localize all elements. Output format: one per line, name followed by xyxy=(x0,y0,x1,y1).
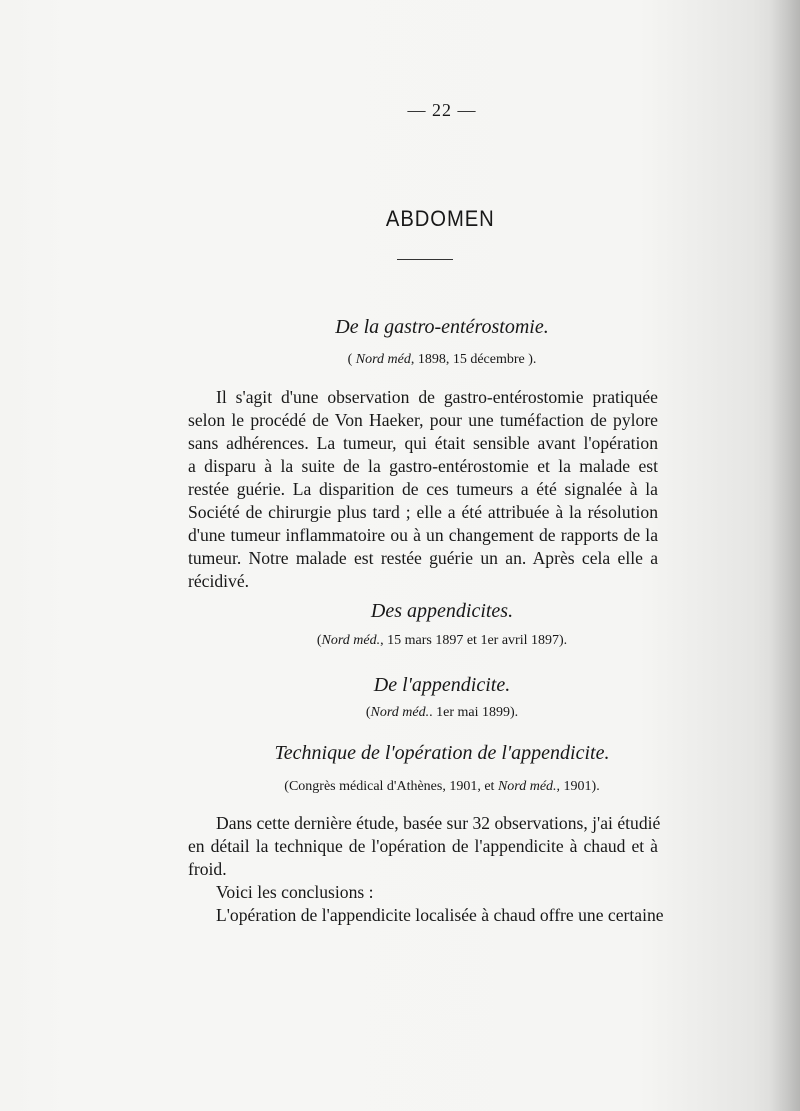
paragraph-line: récidivé. xyxy=(188,571,250,591)
citation-prefix: (Congrès médical d'Athènes, 1901, et xyxy=(284,779,498,794)
citation-journal: Nord méd. xyxy=(497,779,557,794)
paragraph-line: Dans cette dernière étude, basée sur 32 observations, j'ai étudié xyxy=(216,813,661,833)
article-citation-technique xyxy=(0,779,800,795)
paragraph-line: selon le procédé de Von Haeker, pour une tuméfaction de pylore xyxy=(188,410,658,430)
citation-journal: Nord méd. xyxy=(321,633,381,648)
citation-journal: Nord méd xyxy=(355,352,411,367)
paragraph-gastro xyxy=(188,386,658,593)
article-title-technique: Technique de l'opération de l'appendicite. xyxy=(274,742,610,764)
paragraph-line: a disparu à la suite de la gastro-entérostomie et la malade est xyxy=(188,456,658,476)
page-edge-shadow xyxy=(770,0,800,1111)
paragraph-line: tumeur. Notre malade est restée guérie un an. Après cela elle a xyxy=(188,548,658,568)
conclusion-first-line: L'opération de l'appendicite localisée à chaud offre une certaine xyxy=(216,905,664,925)
paragraph-technique xyxy=(188,812,664,927)
citation-details: , 1901). xyxy=(556,779,600,794)
article-citation-appendicites: (Nord méd., 15 mars 1897 et 1er avril 1897). xyxy=(316,633,568,648)
paragraph-line: d'une tumeur inflammatoire ou à un changement de rapports de la xyxy=(188,525,658,545)
article-title-gastro: De la gastro-entérostomie. xyxy=(335,316,549,338)
citation-journal: Nord méd. xyxy=(370,705,430,720)
section-title: ABDOMEN xyxy=(385,206,495,231)
article-title-appendicites: Des appendicites. xyxy=(370,600,514,622)
article-citation-gastro: ( Nord méd, 1898, 15 décembre ). xyxy=(347,352,537,367)
page-number: — 22 — xyxy=(407,100,477,120)
paragraph-line: restée guérie. La disparition de ces tumeurs a été signalée à la xyxy=(188,479,658,499)
title-rule xyxy=(397,259,453,260)
citation-details: . 1er mai 1899). xyxy=(429,705,519,720)
article-citation-appendicite: (Nord méd.. 1er mai 1899). xyxy=(365,705,519,720)
citation-details: , 1898, 15 décembre ). xyxy=(410,352,537,367)
paragraph-line: Il s'agit d'une observation de gastro-entérostomie pratiquée xyxy=(216,387,658,407)
paragraph-line: Société de chirurgie plus tard ; elle a été attribuée à la résolution xyxy=(188,502,658,522)
citation-details: , 15 mars 1897 et 1er avril 1897). xyxy=(380,633,568,648)
paragraph-line: froid. xyxy=(188,859,227,879)
conclusions-intro: Voici les conclusions : xyxy=(216,882,374,902)
paragraph-line: en détail la technique de l'opération de l'appendicite à chaud et à xyxy=(188,836,658,856)
paragraph-line: sans adhérences. La tumeur, qui était sensible avant l'opération xyxy=(188,433,658,453)
article-title-appendicite: De l'appendicite. xyxy=(373,674,511,696)
